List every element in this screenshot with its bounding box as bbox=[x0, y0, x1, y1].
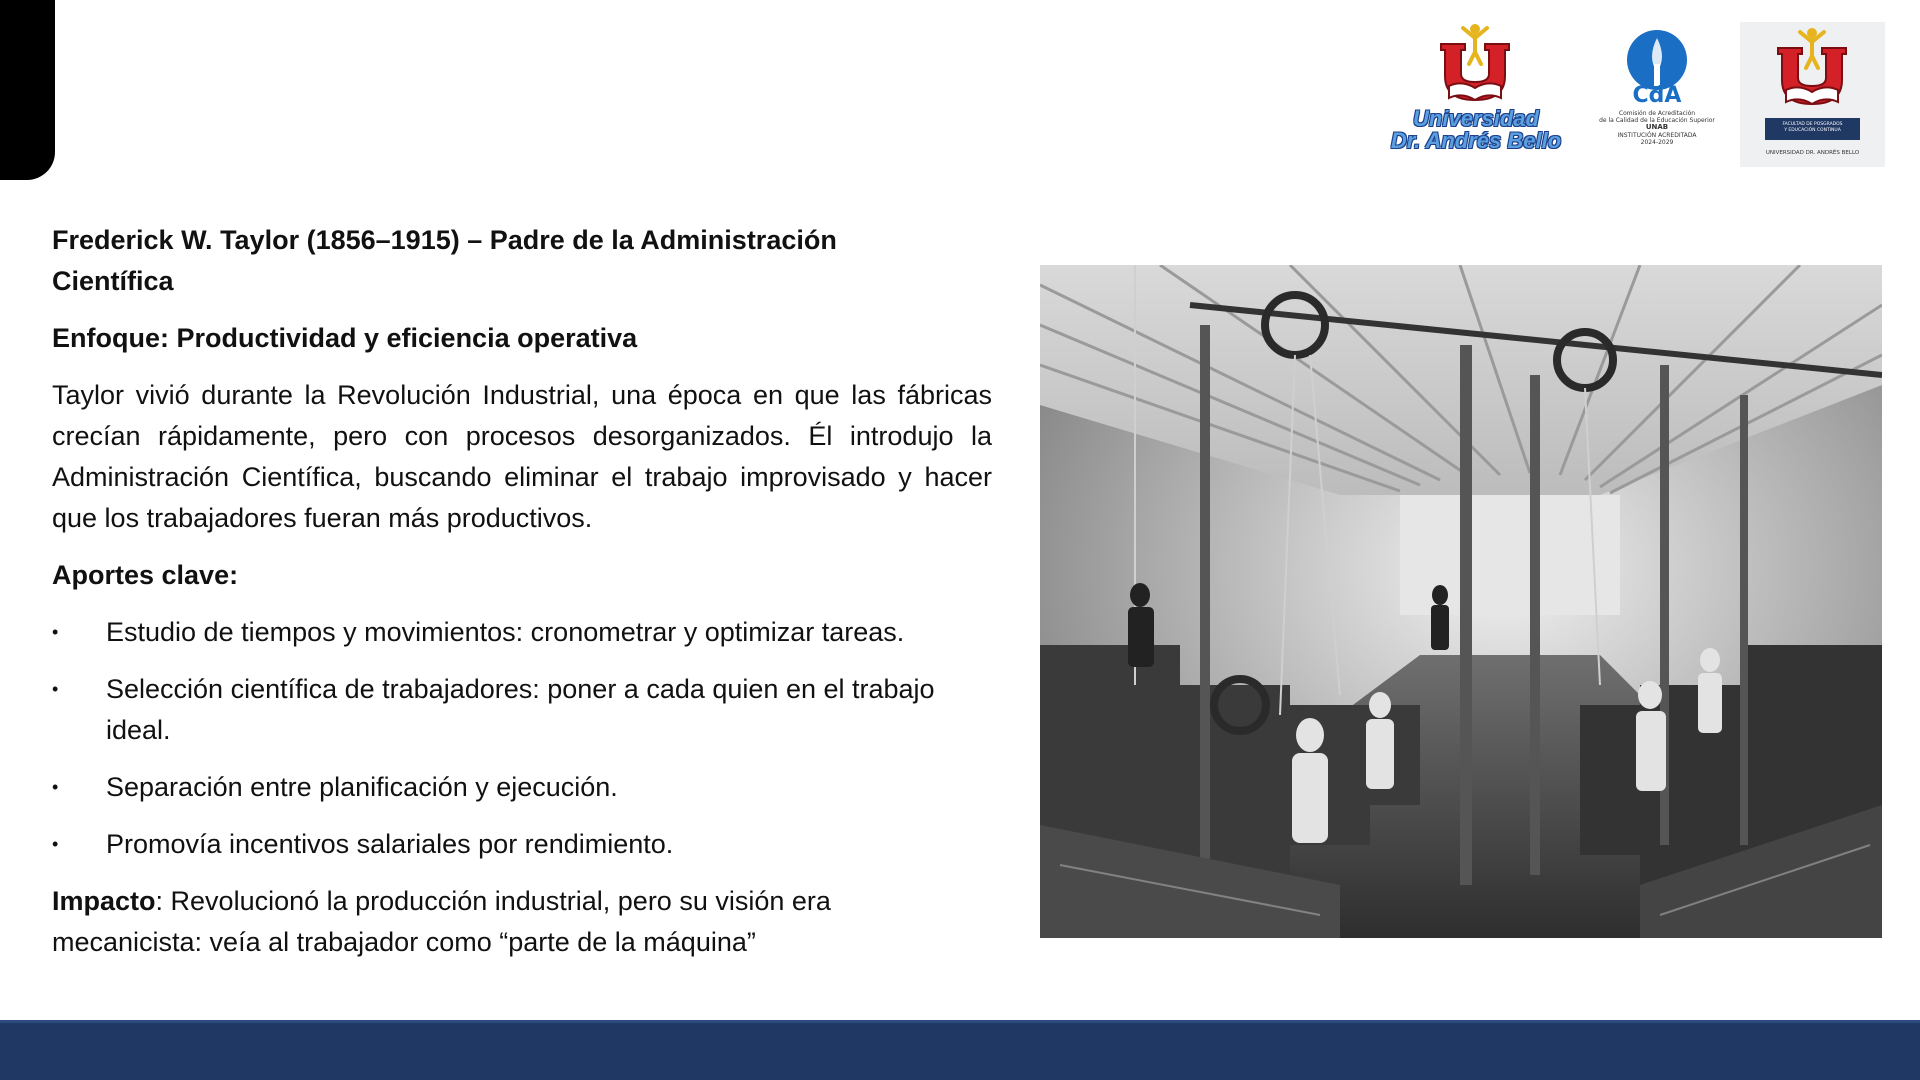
bullet-icon: • bbox=[52, 777, 59, 797]
unab-u-emblem-icon bbox=[1380, 22, 1570, 112]
faculty-band-line2: Y EDUCACIÓN CONTINUA bbox=[1784, 128, 1841, 133]
contributions-list bbox=[52, 612, 992, 865]
faculty-band bbox=[1765, 118, 1860, 140]
slide-content bbox=[52, 220, 992, 963]
factory-photo bbox=[1040, 265, 1882, 938]
contribution-text: Estudio de tiempos y movimientos: cronometrar y optimizar tareas. bbox=[106, 617, 905, 647]
impact-paragraph bbox=[52, 881, 952, 963]
list-item bbox=[52, 824, 986, 865]
factory-illustration bbox=[1040, 265, 1882, 938]
bullet-icon: • bbox=[52, 679, 59, 699]
impact-label: Impacto bbox=[52, 886, 156, 916]
unab-wordmark-line1: Universidad bbox=[1413, 106, 1539, 131]
faculty-u-emblem-icon bbox=[1740, 22, 1885, 114]
contribution-text: Selección científica de trabajadores: poner a cada quien en el trabajo ideal. bbox=[106, 674, 935, 745]
contributions-heading: Aportes clave: bbox=[52, 560, 239, 590]
cda-line1: Comisión de Acreditación bbox=[1618, 110, 1696, 117]
focus-heading: Enfoque: Productividad y eficiencia operativa bbox=[52, 323, 638, 353]
list-item bbox=[52, 612, 986, 653]
cda-line3: UNAB bbox=[1645, 123, 1669, 131]
cda-acronym: CdA bbox=[1632, 83, 1682, 108]
faculty-band-line1: FACULTAD DE POSGRADOS bbox=[1782, 122, 1843, 127]
unab-wordmark-line2: Dr. Andrés Bello bbox=[1390, 128, 1562, 153]
body-paragraph: Taylor vivió durante la Revolución Industrial, una época en que las fábricas crecían rápidamente, pero con procesos desorganizados. Él introdujo la Administración Científica, buscando eliminar el trabajo improvisado y hacer que los trabajadores fueran más productivos. bbox=[52, 380, 992, 533]
bullet-icon: • bbox=[52, 622, 59, 642]
list-item bbox=[52, 767, 986, 808]
list-item bbox=[52, 669, 986, 751]
contribution-text: Separación entre planificación y ejecución. bbox=[106, 772, 618, 802]
cda-line5: 2024-2029 bbox=[1640, 139, 1674, 146]
cda-logo bbox=[1592, 28, 1722, 158]
faculty-caption: UNIVERSIDAD DR. ANDRÉS BELLO bbox=[1765, 150, 1860, 156]
bullet-icon: • bbox=[52, 834, 59, 854]
cda-emblem-icon bbox=[1592, 28, 1722, 108]
contribution-text: Promovía incentivos salariales por rendimiento. bbox=[106, 829, 674, 859]
cda-line4: INSTITUCIÓN ACREDITADA bbox=[1617, 132, 1697, 139]
impact-text: : Revolucionó la producción industrial, pero su visión era mecanicista: veía al trabajador como “parte de la máquina” bbox=[52, 886, 831, 957]
unab-logo bbox=[1380, 22, 1570, 162]
corner-tab bbox=[0, 0, 55, 180]
cda-line2: de la Calidad de la Educación Superior bbox=[1599, 117, 1715, 124]
faculty-logo bbox=[1740, 22, 1885, 167]
footer-bar bbox=[0, 1020, 1920, 1080]
slide-title: Frederick W. Taylor (1856–1915) – Padre de la Administración Científica bbox=[52, 225, 837, 296]
